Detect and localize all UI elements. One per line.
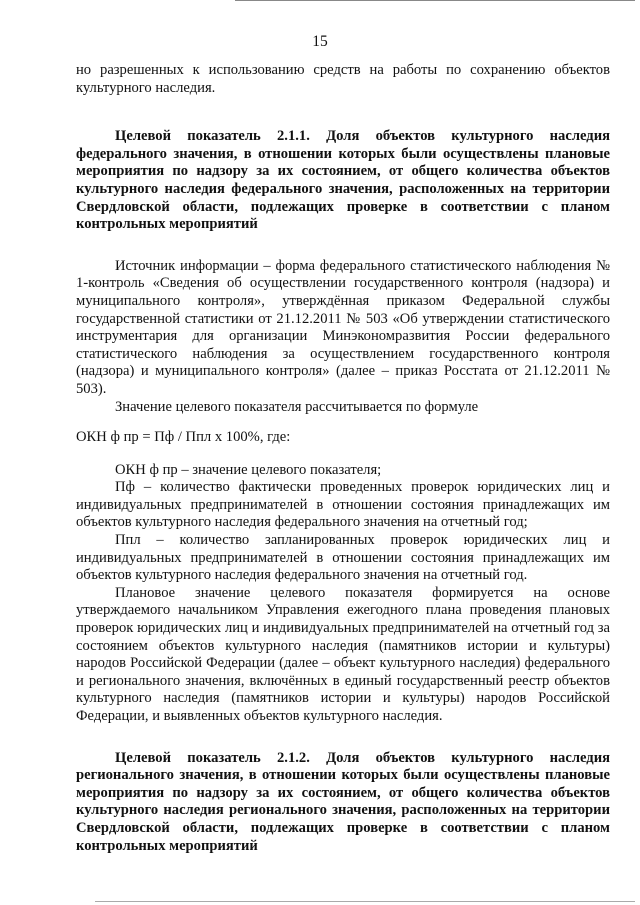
bottom-rule — [95, 901, 635, 902]
paragraph-continuation: но разрешенных к использованию средств на работы по сохранению объектов культурного наследия. — [76, 62, 610, 96]
paragraph-definition-pf: Пф – количество фактически проведенных проверок юридических лиц и индивидуальных предпринимателей в отношении состояния принадлежащих им объектов культурного наследия федерального значения на отчетный год; — [76, 479, 610, 531]
document-body — [76, 62, 610, 855]
formula: ОКН ф пр = Пф / Ппл х 100%, где: — [76, 429, 291, 446]
paragraph-definition-ppl: Ппл – количество запланированных проверок юридических лиц и индивидуальных предпринимателей в отношении состояния принадлежащих им объектов культурного наследия федерального значения на отчетный год. — [76, 532, 610, 584]
paragraph-planned-value: Плановое значение целевого показателя формируется на основе утверждаемого начальником Управления ежегодного плана проведения плановых проверок юридических лиц и индивидуальных предпринимателей на отчетный год за состоянием объектов культурного наследия (памятников истории и культуры) народов Российской Федерации (далее – объект культурного наследия) федерального и регионального значения, включённых в единый государственный реестр объектов культурного наследия (памятников истории и культуры) народов Российской Федерации, и выявленных объектов культурного наследия. — [76, 584, 610, 724]
paragraph-definition-okn: ОКН ф пр – значение целевого показателя; — [115, 461, 382, 478]
top-rule — [235, 0, 635, 1]
paragraph-formula-intro: Значение целевого показателя рассчитывается по формуле — [115, 398, 479, 415]
page-number: 15 — [312, 33, 328, 50]
section-heading-2-1-2: Целевой показатель 2.1.2. Доля объектов культурного наследия регионального значения, в отношении которых были осуществлены плановые мероприятия по надзору за их состоянием, от общего количества объектов культурного наследия регионального значения, расположенных на территории Свердловской области, подлежащих проверке в соответствии с планом контрольных мероприятий — [76, 749, 610, 854]
paragraph-source: Источник информации – форма федерального статистического наблюдения № 1-контроль «Сведения об осуществлении государственного контроля (надзора) и муниципального контроля», утверждённая приказом Федеральной службы государственной статистики от 21.12.2011 № 503 «Об утверждении статистического инструментария для организации Минэкономразвития России федерального статистического наблюдения за осуществлением государственного контроля (надзора) и муниципального контроля» (далее – приказ Росстата от 21.12.2011 № 503). — [76, 257, 610, 397]
section-heading-2-1-1: Целевой показатель 2.1.1. Доля объектов культурного наследия федерального значения, в отношении которых были осуществлены плановые мероприятия по надзору за их состоянием, от общего количества объектов культурного наследия федерального значения, расположенных на территории Свердловской области, подлежащих проверке в соответствии с планом контрольных мероприятий — [76, 128, 610, 233]
